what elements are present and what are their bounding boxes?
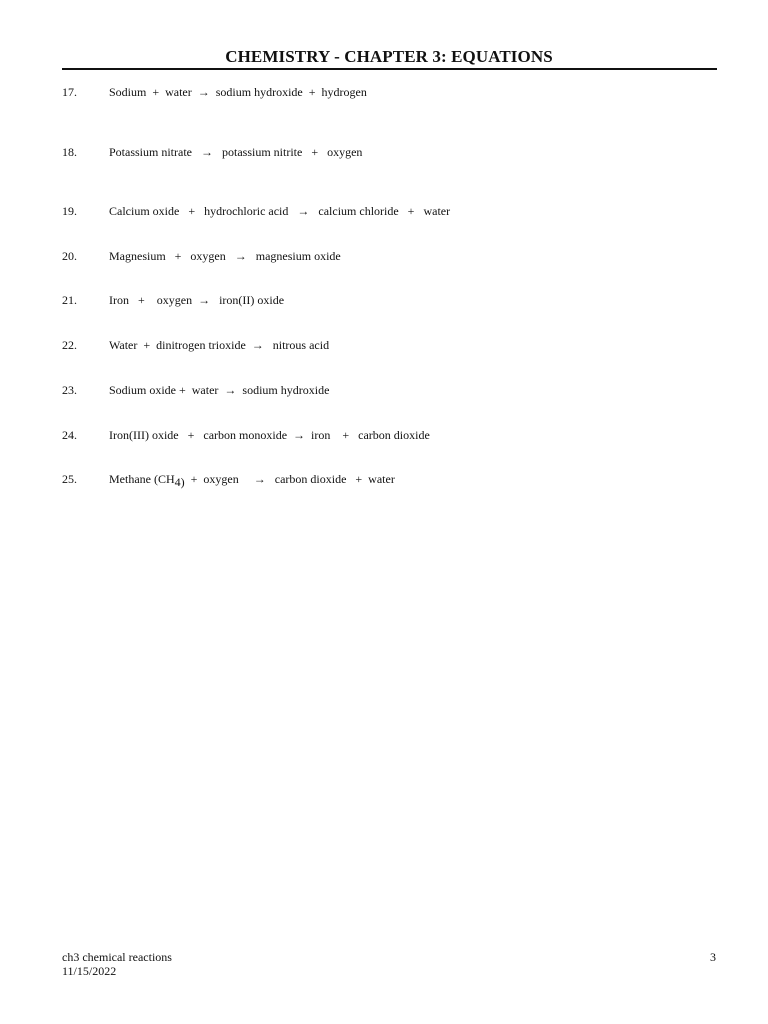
page-title: CHEMISTRY - CHAPTER 3: EQUATIONS xyxy=(225,47,553,66)
problem-equation: Iron(III) oxide + carbon monoxide → iron + carbon dioxide xyxy=(109,428,430,442)
problem-number: 22. xyxy=(62,338,77,352)
page-number: 3 xyxy=(710,950,716,964)
problem-number: 25. xyxy=(62,472,77,486)
problem-equation: Water + dinitrogen trioxide → nitrous acid xyxy=(109,338,330,352)
problem-equation xyxy=(109,472,395,489)
footer-filename: ch3 chemical reactions xyxy=(62,950,172,964)
problem-22 xyxy=(62,338,330,380)
problem-equation: Iron + oxygen → iron(II) oxide xyxy=(109,293,285,307)
problem-number: 24. xyxy=(62,428,77,442)
problem-24 xyxy=(62,428,430,470)
problem-21 xyxy=(62,293,285,335)
problem-equation: Potassium nitrate → potassium nitrite + oxygen xyxy=(109,145,363,159)
problem-number: 17. xyxy=(62,85,77,99)
footer-left xyxy=(62,950,172,978)
equation-text: Methane (CH xyxy=(109,472,175,486)
subscript-text: 4) xyxy=(174,475,185,489)
problem-equation: Calcium oxide + hydrochloric acid → calcium chloride + water xyxy=(109,204,451,218)
problem-number: 23. xyxy=(62,383,77,397)
problem-18 xyxy=(62,145,363,187)
problem-number: 19. xyxy=(62,204,77,218)
problem-19 xyxy=(62,204,451,246)
equation-text: + oxygen → carbon dioxide + water xyxy=(184,472,395,486)
problem-number: 20. xyxy=(62,249,77,263)
title-divider xyxy=(62,68,717,70)
problem-17 xyxy=(62,85,367,127)
problem-equation: Sodium oxide + water → sodium hydroxide xyxy=(109,383,330,397)
footer-date: 11/15/2022 xyxy=(62,964,117,978)
problem-number: 21. xyxy=(62,293,77,307)
problem-23 xyxy=(62,383,330,425)
problem-equation: Sodium + water → sodium hydroxide + hydrogen xyxy=(109,85,367,99)
problem-number: 18. xyxy=(62,145,77,159)
problem-equation: Magnesium + oxygen → magnesium oxide xyxy=(109,249,341,263)
problem-20 xyxy=(62,249,341,291)
problem-25 xyxy=(62,472,395,514)
